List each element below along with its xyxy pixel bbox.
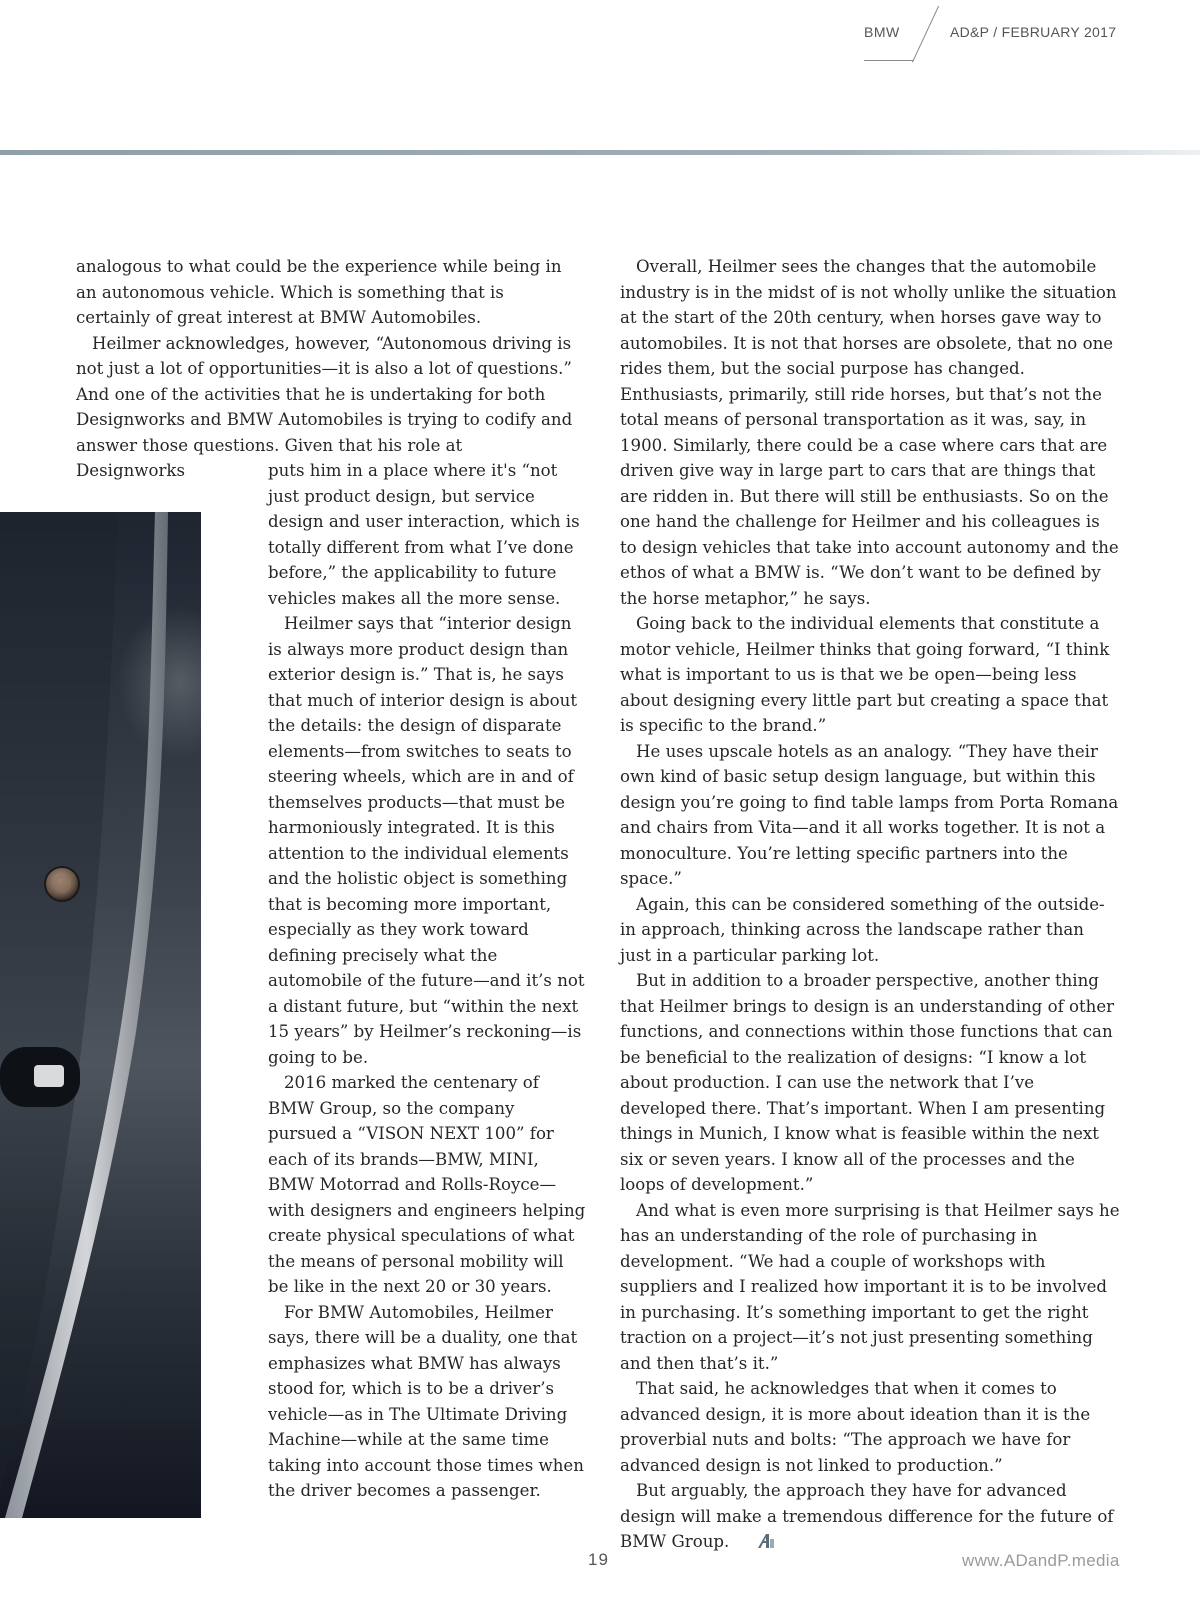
article-paragraph: Heilmer acknowledges, however, “Autonomous driving is not just a lot of opportunities—it is also a lot of questions.” And one of the activities that he is undertaking for both Designworks and BMW Automobiles is trying to codify and answer those questions. Given that his role at Designworks [76,333,573,480]
header-issue-label: AD&P / FEBRUARY 2017 [950,24,1117,40]
header-underline [864,60,914,61]
article-paragraph: For BMW Automobiles, Heilmer says, there will be a duality, one that emphasizes what BMW has always stood for, which is to be a driver’s vehicle—as in The Ultimate Driving Machine—while at the same time taking into account those times when the driver becomes a passenger. [268,1302,584,1500]
article-paragraph: puts him in a place where it's “not just product design, but service design and user interaction, which is totally different from what I’ve done before,” the applicability to future vehicles makes all the more sense. [268,461,580,608]
article-paragraph-final [620,1478,1120,1557]
car-interior-photo [0,512,201,1518]
article-paragraph: Going back to the individual elements that constitute a motor vehicle, Heilmer thinks that going forward, “I think what is important to us is that we be open—being less about designing every little part but creating a space that is specific to the brand.” [620,614,1110,735]
article-paragraph: And what is even more surprising is that Heilmer says he has an understanding of the role of purchasing in development. “We had a couple of workshops with suppliers and I realized how important it is to be involved in purchasing. It’s something important to get the right traction on a project—it’s not just presenting something and then that’s it.” [620,1200,1120,1373]
article-paragraph-final-text: But arguably, the approach they have for advanced design will make a tremendous difference for the future of BMW Group. [620,1481,1114,1551]
article-column-right [620,254,1120,1557]
article-paragraph: Heilmer says that “interior design is always more product design than exterior design is.” That is, he says that much of interior design is about the details: the design of disparate elements—from switches to seats to steering wheels, which are in and of themselves products—that must be harmoniously integrated. It is this attention to the individual elements and the holistic object is something that is becoming more important, especially as they work toward defining precisely what the automobile of the future—and it’s not a distant future, but “within the next 15 years” by Heilmer’s reckoning—is going to be. [268,614,585,1067]
article-paragraph: analogous to what could be the experience while being in an autonomous vehicle. Which is something that is certainly of great interest at BMW Automobiles. [76,257,562,327]
article-paragraph: 2016 marked the centenary of BMW Group, so the company pursued a “VISON NEXT 100” for each of its brands—BMW, MINI, BMW Motorrad and Rolls-Royce—with designers and engineers helping create physical speculations of what the means of personal mobility will be like in the next 20 or 30 years. [268,1073,586,1296]
header-rule [0,150,1200,155]
header-section-label: BMW [864,24,900,40]
page-number: 19 [588,1550,609,1569]
article-paragraph: Overall, Heilmer sees the changes that the automobile industry is in the midst of is not wholly unlike the situation at the start of the 20th century, when horses gave way to automobiles. It is not that horses are obsolete, that no one rides them, but the social purpose has changed. Enthusiasts, primarily, still ride horses, but that’s not the total means of personal transportation as it was, say, in 1900. Similarly, there could be a case where cars that are driven give way in large part to cars that are things that are ridden in. But there will still be enthusiasts. So on the one hand the challenge for Heilmer and his colleagues is to design vehicles that take into account autonomy and the ethos of what a BMW is. “We don’t want to be defined by the horse metaphor,” he says. [620,257,1119,608]
article-column-left-top [76,254,576,484]
article-paragraph: Again, this can be considered something of the outside-in approach, thinking across the landscape rather than just in a particular parking lot. [620,894,1105,965]
car-interior-illustration [0,512,201,1518]
article-paragraph: He uses upscale hotels as an analogy. “They have their own kind of basic setup design language, but within this design you’re going to find table lamps from Porta Romana and chairs from Vita—and it all works together. It is not a monoculture. You’re letting specific partners into the space.” [620,741,1119,888]
footer-url: www.ADandP.media [962,1551,1120,1570]
adp-logo-end-mark-icon [741,1531,775,1557]
article-paragraph: But in addition to a broader perspective, another thing that Heilmer brings to design is an understanding of other functions, and connections within those functions that can be beneficial to the realization of designs: “I know a lot about production. I can use the network that I’ve developed there. That’s important. When I am presenting things in Munich, I know what is feasible within the next six or seven years. I know all of the processes and the loops of development.” [620,971,1115,1194]
article-column-left-narrow [268,458,588,1504]
header-slash-divider [912,6,939,63]
article-paragraph: That said, he acknowledges that when it comes to advanced design, it is more about ideation than it is the proverbial nuts and bolts: “The approach we have for advanced design is not linked to production.” [620,1379,1091,1475]
